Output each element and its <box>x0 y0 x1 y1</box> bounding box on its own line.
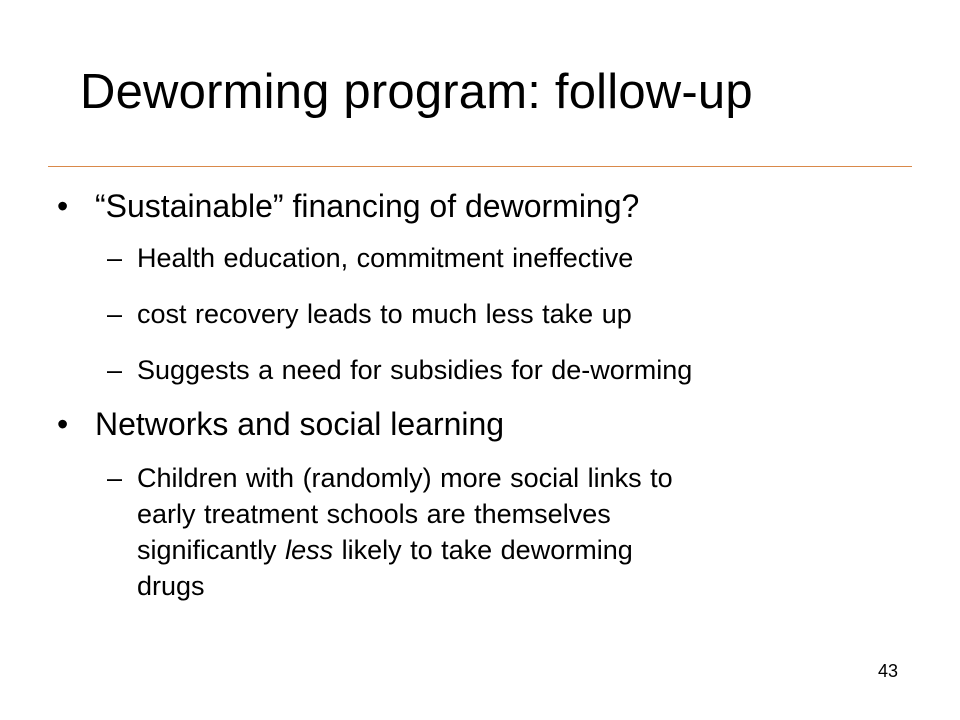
sub-bullet-item <box>107 460 897 604</box>
dash-icon: – <box>107 355 123 385</box>
sub-bullet-line <box>137 532 897 568</box>
sub-bullet-text: Health education, commitment ineffective <box>137 243 634 273</box>
dash-icon: – <box>107 299 123 329</box>
sub-bullet-item <box>107 296 897 332</box>
sub-bullet-text: cost recovery leads to much less take up <box>137 299 632 329</box>
page-number: 43 <box>878 661 899 681</box>
bullet-item <box>57 404 505 444</box>
slide-title: Deworming program: follow-up <box>80 65 753 119</box>
sub-bullet-text: Suggests a need for subsidies for de-worming <box>137 355 693 385</box>
sub-bullet-item <box>107 352 897 388</box>
bullet-item <box>57 186 640 226</box>
sub-bullet-line: drugs <box>137 571 205 601</box>
bullet-dot-icon: • <box>57 406 69 442</box>
sub-bullet-item <box>107 240 897 276</box>
bullet-dot-icon: • <box>57 188 69 224</box>
dash-icon: – <box>107 243 123 273</box>
sub-bullet-text: significantly <box>137 535 286 565</box>
emphasis-text: less <box>285 535 334 565</box>
dash-icon: – <box>107 463 123 493</box>
sub-bullet-line: early treatment schools are themselves <box>137 499 611 529</box>
sub-bullet-line: Children with (randomly) more social links to <box>137 463 673 493</box>
bullet-text: Networks and social learning <box>95 406 505 442</box>
sub-bullet-text: likely to take deworming <box>333 535 633 565</box>
bullet-text: “Sustainable” financing of deworming? <box>95 188 640 224</box>
